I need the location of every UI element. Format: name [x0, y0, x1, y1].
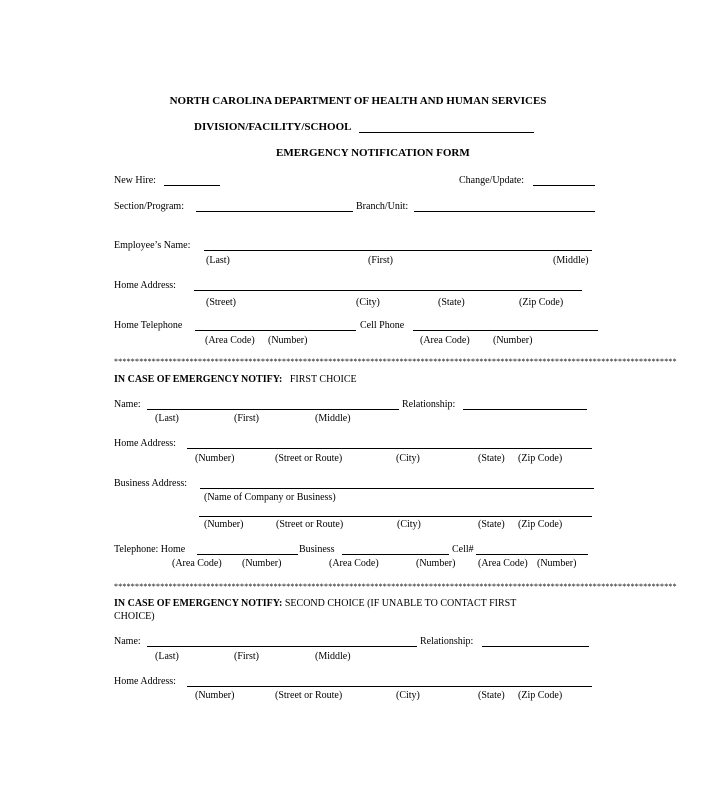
section-program-field[interactable] — [196, 211, 353, 212]
division-field[interactable] — [359, 132, 534, 133]
first-home-state-caption: (State) — [478, 453, 505, 464]
home-number-caption: (Number) — [268, 335, 308, 346]
second-relationship-label: Relationship: — [420, 636, 474, 647]
first-home-number-caption: (Number) — [195, 453, 235, 464]
second-choice-heading-suffix: SECOND CHOICE (IF UNABLE TO CONTACT FIRST — [284, 598, 517, 609]
home-telephone-field[interactable] — [195, 330, 356, 331]
cell-phone-field[interactable] — [413, 330, 598, 331]
employee-city-caption: (City) — [356, 297, 380, 308]
second-middle-caption: (Middle) — [315, 651, 351, 662]
section-program-label: Section/Program: — [114, 201, 184, 212]
first-cell-area-caption: (Area Code) — [478, 558, 528, 569]
first-relationship-label: Relationship: — [402, 399, 456, 410]
new-hire-label: New Hire: — [114, 175, 156, 186]
cell-number-caption: (Number) — [493, 335, 533, 346]
employee-state-caption: (State) — [438, 297, 465, 308]
first-name-field[interactable] — [147, 409, 399, 410]
change-update-label: Change/Update: — [459, 175, 524, 186]
first-business-address-line2[interactable] — [199, 516, 592, 517]
first-telephone-home-field[interactable] — [197, 554, 298, 555]
employee-home-address-label: Home Address: — [114, 280, 176, 291]
second-choice-heading-line2: CHOICE) — [114, 611, 155, 622]
second-choice-heading — [114, 598, 516, 610]
first-business-number-caption: (Number) — [204, 519, 244, 530]
first-name-label: Name: — [114, 399, 141, 410]
new-hire-field[interactable] — [164, 185, 220, 186]
first-business-phone-label: Business — [299, 544, 335, 555]
second-choice-heading-bold: IN CASE OF EMERGENCY NOTIFY: — [114, 598, 283, 609]
first-relationship-field[interactable] — [463, 409, 587, 410]
branch-unit-label: Branch/Unit: — [356, 201, 409, 212]
first-cell-number-caption: (Number) — [537, 558, 577, 569]
first-home-zip-caption: (Zip Code) — [518, 453, 563, 464]
second-home-address-label: Home Address: — [114, 676, 176, 687]
first-business-area-caption: (Area Code) — [329, 558, 379, 569]
first-business-street-caption: (Street or Route) — [276, 519, 344, 530]
first-business-phone-field[interactable] — [342, 554, 449, 555]
employee-first-caption: (First) — [368, 255, 393, 266]
cell-phone-label: Cell Phone — [360, 320, 405, 331]
change-update-field[interactable] — [533, 185, 595, 186]
first-home-address-field[interactable] — [187, 448, 592, 449]
first-choice-heading-suffix: FIRST CHOICE — [289, 374, 357, 385]
employee-street-caption: (Street) — [206, 297, 236, 308]
first-company-caption: (Name of Company or Business) — [204, 492, 336, 503]
first-home-address-label: Home Address: — [114, 438, 176, 449]
first-business-address-field[interactable] — [200, 488, 594, 489]
employee-last-caption: (Last) — [206, 255, 230, 266]
employee-zip-caption: (Zip Code) — [519, 297, 564, 308]
first-cell-label: Cell# — [452, 544, 474, 555]
second-first-caption: (First) — [234, 651, 259, 662]
second-home-zip-caption: (Zip Code) — [518, 690, 563, 701]
first-choice-heading — [114, 374, 357, 386]
first-middle-caption: (Middle) — [315, 413, 351, 424]
second-relationship-field[interactable] — [482, 646, 589, 647]
first-business-address-label: Business Address: — [114, 478, 188, 489]
home-telephone-label: Home Telephone — [114, 320, 183, 331]
first-first-caption: (First) — [234, 413, 259, 424]
first-business-state-caption: (State) — [478, 519, 505, 530]
second-home-address-field[interactable] — [187, 686, 592, 687]
branch-unit-field[interactable] — [414, 211, 595, 212]
first-telephone-home-label: Telephone: Home — [114, 544, 186, 555]
first-last-caption: (Last) — [155, 413, 179, 424]
employee-name-label: Employee’s Name: — [114, 240, 191, 251]
first-business-phone-number-caption: (Number) — [416, 558, 456, 569]
second-name-label: Name: — [114, 636, 141, 647]
second-home-state-caption: (State) — [478, 690, 505, 701]
second-home-city-caption: (City) — [396, 690, 420, 701]
form-title: EMERGENCY NOTIFICATION FORM — [276, 147, 470, 159]
first-home-phone-number-caption: (Number) — [242, 558, 282, 569]
second-home-number-caption: (Number) — [195, 690, 235, 701]
first-business-city-caption: (City) — [397, 519, 421, 530]
first-home-area-caption: (Area Code) — [172, 558, 222, 569]
department-title: NORTH CAROLINA DEPARTMENT OF HEALTH AND HUMAN SERVICES — [169, 95, 547, 107]
first-cell-field[interactable] — [476, 554, 588, 555]
employee-middle-caption: (Middle) — [553, 255, 589, 266]
second-home-street-caption: (Street or Route) — [275, 690, 343, 701]
first-choice-heading-bold: IN CASE OF EMERGENCY NOTIFY: — [114, 374, 283, 385]
first-business-zip-caption: (Zip Code) — [518, 519, 563, 530]
employee-name-field[interactable] — [204, 250, 592, 251]
division-label: DIVISION/FACILITY/SCHOOL — [194, 121, 352, 133]
separator-stars: ************************************************************************************************************************************** — [114, 582, 677, 591]
first-home-street-caption: (Street or Route) — [275, 453, 343, 464]
first-home-city-caption: (City) — [396, 453, 420, 464]
cell-area-code-caption: (Area Code) — [420, 335, 470, 346]
second-last-caption: (Last) — [155, 651, 179, 662]
separator-stars: ************************************************************************************************************************************** — [114, 357, 677, 366]
second-name-field[interactable] — [147, 646, 417, 647]
employee-home-address-field[interactable] — [194, 290, 582, 291]
home-area-code-caption: (Area Code) — [205, 335, 255, 346]
